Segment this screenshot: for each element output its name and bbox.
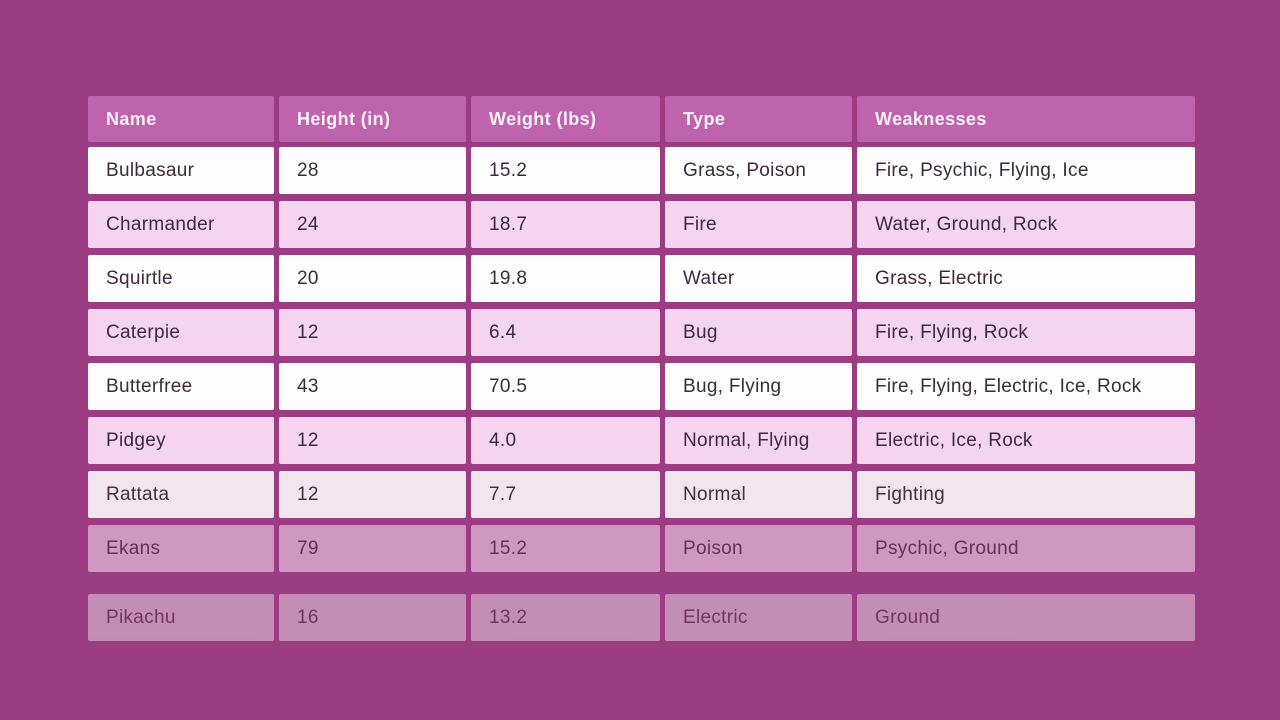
- cell-type: Water: [665, 255, 852, 302]
- cell-name: Pikachu: [88, 594, 274, 641]
- cell-weaknesses: Fire, Flying, Rock: [857, 309, 1195, 356]
- cell-height: 12: [279, 309, 466, 356]
- table-row-squirtle: [88, 255, 1195, 302]
- table-row-pikachu: [88, 594, 1195, 641]
- cell-weight: 19.8: [471, 255, 660, 302]
- cell-type: Normal, Flying: [665, 417, 852, 464]
- cell-weight: 15.2: [471, 147, 660, 194]
- column-header-type: Type: [665, 96, 852, 142]
- table-row-bulbasaur: [88, 147, 1195, 194]
- cell-name: Charmander: [88, 201, 274, 248]
- column-header-height: Height (in): [279, 96, 466, 142]
- cell-weight: 6.4: [471, 309, 660, 356]
- cell-height: 12: [279, 417, 466, 464]
- cell-height: 16: [279, 594, 466, 641]
- cell-height: 12: [279, 471, 466, 518]
- cell-weight: 7.7: [471, 471, 660, 518]
- cell-height: 43: [279, 363, 466, 410]
- column-header-name: Name: [88, 96, 274, 142]
- cell-weaknesses: Psychic, Ground: [857, 525, 1195, 572]
- cell-type: Fire: [665, 201, 852, 248]
- cell-height: 24: [279, 201, 466, 248]
- table-row-caterpie: [88, 309, 1195, 356]
- cell-name: Ekans: [88, 525, 274, 572]
- cell-weaknesses: Grass, Electric: [857, 255, 1195, 302]
- cell-weight: 70.5: [471, 363, 660, 410]
- cell-height: 79: [279, 525, 466, 572]
- cell-type: Normal: [665, 471, 852, 518]
- table-row-charmander: [88, 201, 1195, 248]
- cell-weaknesses: Fire, Psychic, Flying, Ice: [857, 147, 1195, 194]
- cell-weight: 15.2: [471, 525, 660, 572]
- cell-name: Pidgey: [88, 417, 274, 464]
- pokemon-table: [88, 96, 1195, 648]
- cell-type: Bug, Flying: [665, 363, 852, 410]
- cell-weaknesses: Ground: [857, 594, 1195, 641]
- cell-name: Bulbasaur: [88, 147, 274, 194]
- cell-type: Bug: [665, 309, 852, 356]
- column-header-weaknesses: Weaknesses: [857, 96, 1195, 142]
- table-row-butterfree: [88, 363, 1195, 410]
- cell-name: Caterpie: [88, 309, 274, 356]
- table-row-ekans: [88, 525, 1195, 572]
- table-row-rattata: [88, 471, 1195, 518]
- cell-weaknesses: Fighting: [857, 471, 1195, 518]
- cell-height: 20: [279, 255, 466, 302]
- column-header-weight: Weight (lbs): [471, 96, 660, 142]
- cell-height: 28: [279, 147, 466, 194]
- cell-type: Poison: [665, 525, 852, 572]
- cell-name: Squirtle: [88, 255, 274, 302]
- cell-weaknesses: Fire, Flying, Electric, Ice, Rock: [857, 363, 1195, 410]
- cell-weight: 13.2: [471, 594, 660, 641]
- cell-weaknesses: Water, Ground, Rock: [857, 201, 1195, 248]
- cell-type: Grass, Poison: [665, 147, 852, 194]
- table-header-row: [88, 96, 1195, 142]
- cell-name: Rattata: [88, 471, 274, 518]
- table-row-pidgey: [88, 417, 1195, 464]
- cell-weight: 4.0: [471, 417, 660, 464]
- cell-type: Electric: [665, 594, 852, 641]
- cell-weaknesses: Electric, Ice, Rock: [857, 417, 1195, 464]
- cell-name: Butterfree: [88, 363, 274, 410]
- cell-weight: 18.7: [471, 201, 660, 248]
